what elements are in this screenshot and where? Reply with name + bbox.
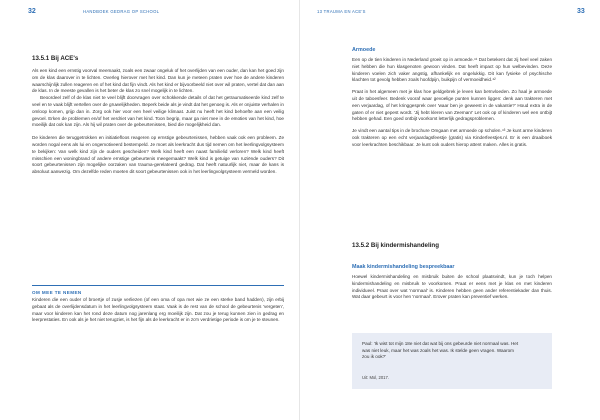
quote-text: Paul: 'Ik wist tot mijn 18e niet dat wat bij ons gebeurde niet normaal was. Het was niet leuk, maar het was zoals het was. Ik stelde geen vragen. Waarom zou ik ook?' [362, 341, 519, 360]
quote-source: Uit: Mol, 2017. [362, 375, 389, 380]
running-head: HANDBOEK GEDRAG OP SCHOOL [83, 9, 160, 14]
box-heading: OM MEE TE NEMEN [32, 285, 284, 295]
box-text: Kinderen die een ouder of broertje of zusje verliezen (of een oma of opa met wie ze een sterke band hadden), zijn erbij gebaat als de overlijdensdatum in het leerlingvolgsysteem staat. Vaak is de rest van de school de gebeurtenis 'vergeten', maar voor kinderen kan het rond deze datum nog jarenlang erg moeilijk zijn. Dat zou je terug kunnen zien in gedrag en leerprestaties. En ook als je het niet terugziet, is het fijn als de leerkracht er in zo'n verdrietige periode is om je te steunen. [32, 297, 284, 323]
body-column [352, 57, 552, 149]
section-heading: 13.5.1 Bij ACE's [32, 55, 79, 62]
paragraph: Beoordeel zelf of de klas niet te veel blijft doorvragen over schokkende details of dat het getraumatiseerde kind zelf te veel en te vaak blijft vertellen over de gruwelijkheden. Beperk beide als je vindt dat het genoeg is. Als er onjuiste verhalen in omloop komen, grijp dan in. Zorg ook hier voor een heel veilige klimaat. Juist nu heeft het kind behoefte aan een veilig gevoel. Erken de problemen en/of het verdriet van het kind. Toon begrip, maar ga niet mee in de emoties van het kind, hoe moeilijk dat ook kan zijn. Als hij wil praten over de gebeurtenissen, bied die mogelijkheid dan. [32, 95, 284, 128]
paragraph: Je vindt een aantal tips in de brochure Omgaan met armoede op scholen.⁴³ Je kunt arme kinderen ook trakteren op een echt verjaardagsfeestje (gratis) via Kinderfeestjes.nl. Er is een draaiboek voor leerkrachten beschikbaar. Je kunt ook ouders hierop attent maken. Alles is gratis. [352, 128, 552, 147]
section-heading: 13.5.2 Bij kindermishandeling [352, 242, 439, 249]
paragraph: Praat in het algemeen met je klas hoe geldgebrek je leven kan beïnvloeden. Zo haal je armoede uit de taboesfeer. Bedenk vooraf waar gevoelige punten kunnen liggen: denk aan trakteren met een verjaardag, of het kringgesprek over 'waar ben je geweest in de vakantie?' Houd extra in de gaten of er niet gepest wordt. 'Jij hebt kleren van Zeeman!' Let ook op of kinderen wel een ontbijt hebben gehad. Een goed ontbijt voorkomt letterlijk gedragsproblemen. [352, 89, 552, 122]
page-number: 32 [28, 8, 36, 15]
sub-heading: Armoede [352, 47, 376, 53]
paragraph: Een op de tien kinderen in Nederland groeit op in armoede.⁴¹ Dat betekent dat zij heel veel zaken niet hebben die hun klasgenoten gewoon vinden. Dat heeft impact op hun welbevinden. Deze kinderen voelen zich vaker angstig, afhankelijk en ongelukkig. Dit kan fysieke of psychische klachten tot gevolg hebben zoals hoofdpijn, buikpijn of vermoeidheid.⁴² [352, 57, 552, 83]
quote-box [352, 333, 552, 389]
paragraph: Als een kind een ernstig voorval meemaakt, zoals een zwaar ongeluk of het overlijden van een ouder, dan kan het goed zijn om de klas daarover in te lichten. Overleg hierover met het kind. Dan kun je meteen praten over hoe de andere kinderen waarschijnlijk zullen reageren en of het kind dat fijn vindt. Als het kind er bijvoorbeeld niet over wil praten, vertel dat dan aan de klas. In de meeste gevallen is het beter de klas zo snel mogelijk in te lichten. [32, 68, 284, 94]
body-column [32, 68, 284, 176]
running-head: 13 TRAUMA EN ACE'S [317, 9, 366, 14]
page-number: 33 [577, 8, 585, 15]
sub-heading: Maak kindermishandeling bespreekbaar [352, 264, 455, 270]
right-page [300, 0, 600, 420]
paragraph: Hoewel kindermishandeling en misbruik buiten de school plaatsvindt, kun je toch helpen kindermishandeling en misbruik te voorkomen. Praat er eens met je klas en met kinderen individueel. Praat over wat 'normaal' is. Kinderen hebben geen ander referentiekader dan thuis. Wat daar gebeurt is voor hen 'normaal'. Erover praten kan preventief werken. [352, 274, 552, 300]
paragraph: De kinderen die teruggetrokken en initiatiefloos reageren op ernstige gebeurtenissen, hebben vaak ook een probleem. Ze worden nogal eens als lui en ongemotiveerd bestempeld. Je moet als leerkracht dus tijd nemen om het leerlingvolgsysteem te bekijken: Van welk kind zijn de ouders gescheiden? Welk kind heeft een naast familielid verloren? Welk kind heeft misschien een woningbrand of andere ernstige gebeurtenis meegemaakt? Welk kind is getuige van ruziënde ouders? Dit soort gebeurtenissen zijn mogelijke oorzaken van trauma-gerelateerd gedrag. Dat heeft natuurlijk niet, maar de kans is absoluut aanwezig. Om dezelfde reden moeten dit soort gebeurtenissen ook in het leerlingvolgsysteem vermeld worden. [32, 135, 284, 175]
